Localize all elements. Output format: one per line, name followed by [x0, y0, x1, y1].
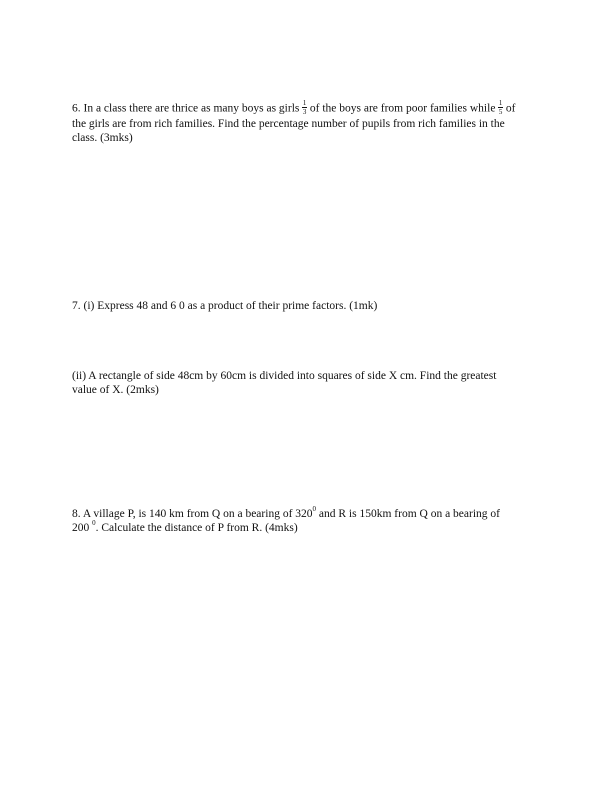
question-8-line-2: 200 $^0$. Calculate the distance of P from R. (4mks): [72, 519, 298, 534]
question-7-part-ii-line-1: (ii) A rectangle of side 48cm by 60cm is divided into squares of side X cm. Find the greatest: [72, 370, 497, 382]
degree-superscript: 0: [312, 505, 317, 514]
question-7-part-i-text: 7. (i) Express 48 and 6 0 as a product of their prime factors. (1mk): [72, 300, 378, 312]
question-6-line-3: class. (3mks): [72, 131, 133, 144]
question-7-part-ii: [72, 369, 542, 397]
question-6-line-2: the girls are from rich families. Find the percentage number of pupils from rich families in the: [72, 117, 505, 130]
fraction-one-fifth: $\frac{1}{5}$: [498, 99, 503, 116]
fraction-one-third: $\frac{1}{3}$: [302, 99, 307, 116]
question-6-line-1: 6. In a class there are thrice as many boys as girls $\frac{1}{3}$ of the boys are from poor families while $\frac{1}{5}$ of: [72, 99, 516, 116]
question-8: [72, 507, 542, 535]
degree-superscript: 0: [92, 519, 96, 528]
question-6: [72, 101, 542, 145]
question-7-part-i: [72, 299, 542, 313]
question-8-line-1: 8. A village P, is 140 km from Q on a bearing of $320^0$ and R is 150km from Q on a bearing of: [72, 505, 500, 520]
question-7-part-ii-line-2: value of X. (2mks): [72, 384, 159, 396]
